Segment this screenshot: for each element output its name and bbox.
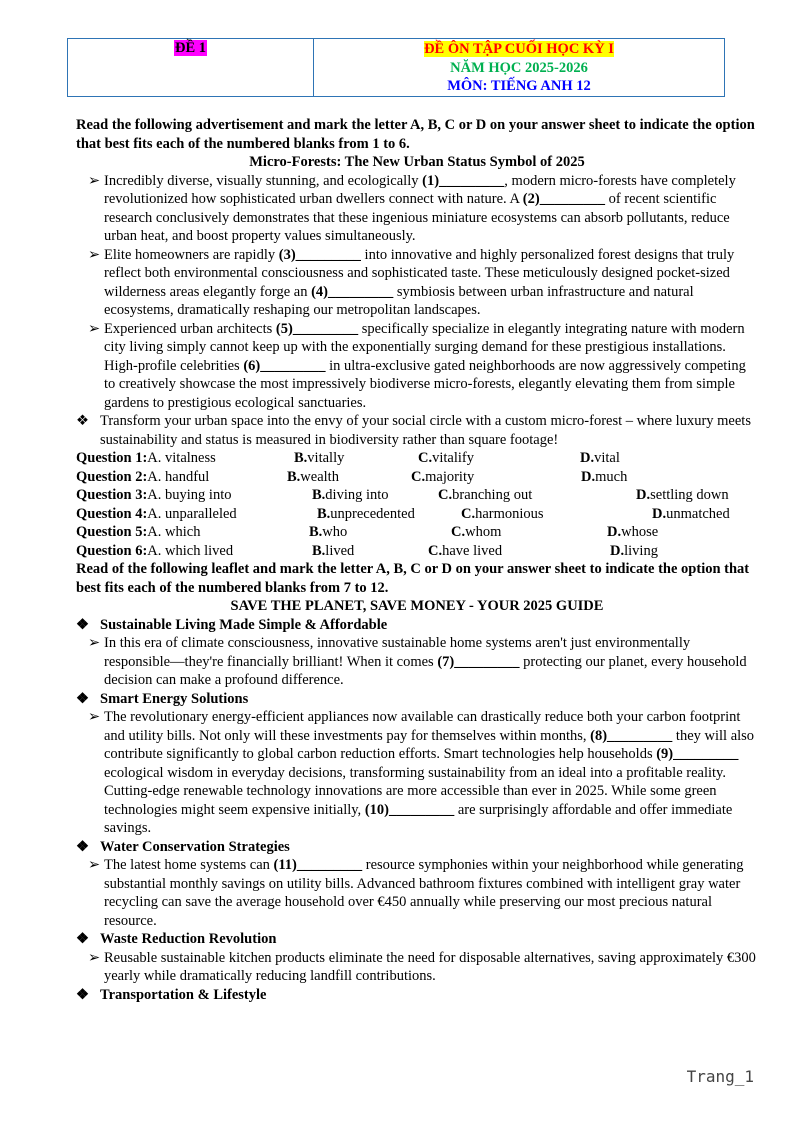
arrow-bullet-icon: ➢	[88, 635, 101, 651]
section1-instruction: Read the following advertisement and mark the letter A, B, C or D on your answer sheet to indicate the option that best fits each of the numbered blanks from 1 to 6.	[76, 117, 755, 152]
section1-paragraph-1: ➢ Incredibly diverse, visually stunning, and ecologically (1)_________, modern micro-forests have completely revolutionized how sophisticated urban dwellers connect with nature. A (2)_________ of recent scientific research conclusively demonstrates that these ingenious miniature ecosystems can absorb pollutants, reduce urban heat, and boost property values simultaneously.	[88, 172, 736, 244]
section1-paragraph-4: ❖ Transform your urban space into the envy of your social circle with a custom micro-forest – where luxury meets sustainability and status is measured in biodiversity rather than square footage!	[76, 413, 751, 448]
section1-paragraph-2: ➢ Elite homeowners are rapidly (3)_________ into innovative and highly personalized forest designs that truly reflect both environmental consciousness and sophisticated taste. These meticulously designed pocket-sized wilderness areas elegantly forge an (4)_________ symbiosis between urban infrastructure and natural ecosystems, dramatically reshaping our metropolitan landscapes.	[88, 246, 735, 318]
section2-heading-1: ❖ Sustainable Living Made Simple & Affordable	[76, 616, 388, 633]
header-table	[67, 38, 725, 97]
diamond-bullet-icon: ❖	[76, 616, 89, 633]
exam-title-cell	[314, 39, 724, 96]
arrow-bullet-icon: ➢	[88, 949, 101, 966]
question-row: Question 2:A. handful B.wealth C.majority D.much	[76, 468, 628, 485]
arrow-bullet-icon: ➢	[88, 172, 101, 189]
section2-heading-3: ❖ Water Conservation Strategies	[76, 838, 290, 855]
arrow-bullet-icon: ➢	[88, 246, 101, 263]
exam-code: ĐỀ 1	[174, 40, 207, 56]
section2-heading-2: ❖ Smart Energy Solutions	[76, 690, 249, 707]
questions-1-6	[76, 449, 758, 560]
document-body	[76, 116, 758, 1004]
diamond-bullet-icon: ❖	[76, 838, 89, 855]
section2-title: SAVE THE PLANET, SAVE MONEY - YOUR 2025 GUIDE	[230, 598, 604, 614]
section2-paragraph-3: ➢ The latest home systems can (11)_________ resource symphonies within your neighborhood while generating substantial monthly savings on utility bills. Advanced bathroom fixtures combined with intelligent gray water recycling can save the average household over €450 annually while preserving our most precious natural resource.	[88, 857, 744, 929]
arrow-bullet-icon: ➢	[88, 709, 101, 725]
diamond-bullet-icon: ❖	[76, 986, 89, 1003]
question-row: Question 1:A. vitalness B.vitally C.vitalify D.vital	[76, 450, 620, 466]
exam-code-cell	[68, 39, 314, 96]
arrow-bullet-icon: ➢	[88, 857, 101, 873]
question-row: Question 5:A. which B.who C.whom D.whose	[76, 524, 659, 540]
subject: MÔN: TIẾNG ANH 12	[447, 78, 591, 94]
section2-paragraph-2: ➢ The revolutionary energy-efficient appliances now available can drastically reduce both your carbon footprint and utility bills. Not only will these investments pay for themselves within months, (8)_________ they will also contribute significantly to global carbon reduction efforts. Smart technologies help households (9)_________ ecological wisdom in everyday decisions, transforming sustainability from an ideal into a profitable reality. Cutting-edge renewable technology innovations are more accessible than ever in 2025. While some green technologies might seem expensive initially, (10)_________ are surprisingly affordable and offer immediate savings.	[88, 709, 755, 836]
page-number: Trang_1	[686, 1067, 754, 1086]
arrow-bullet-icon: ➢	[88, 320, 101, 337]
diamond-bullet-icon: ❖	[76, 413, 89, 429]
question-row: Question 6:A. which lived B.lived C.have lived D.living	[76, 542, 658, 559]
question-row: Question 4:A. unparalleled B.unprecedented C.harmonious D.unmatched	[76, 505, 730, 522]
section2-paragraph-1: ➢ In this era of climate consciousness, innovative sustainable home systems aren't just environmentally responsible—they're financially brilliant! When it comes (7)_________ protecting our planet, every household decision can make a profound difference.	[88, 635, 747, 688]
school-year: NĂM HỌC 2025-2026	[450, 59, 588, 76]
diamond-bullet-icon: ❖	[76, 690, 89, 707]
section2-heading-4: ❖ Waste Reduction Revolution	[76, 931, 277, 947]
section2-instruction: Read of the following leaflet and mark the letter A, B, C or D on your answer sheet to indicate the option that best fits each of the numbered blanks from 7 to 12.	[76, 561, 750, 596]
section2-heading-5: ❖ Transportation & Lifestyle	[76, 986, 267, 1003]
diamond-bullet-icon: ❖	[76, 931, 89, 947]
section1-title: Micro-Forests: The New Urban Status Symbol of 2025	[249, 154, 585, 170]
section2-paragraph-4: ➢ Reusable sustainable kitchen products eliminate the need for disposable alternatives, saving approximately €300 yearly while dramatically reducing landfill contributions.	[88, 949, 756, 984]
section1-paragraph-3: ➢ Experienced urban architects (5)_________ specifically specialize in elegantly integrating nature with modern city living simply cannot keep up with the exponentially surging demand for these prestigious installations. High-profile celebrities (6)_________ in ultra-exclusive gated neighborhoods are now aggressively competing to creatively showcase the most impressively biodiverse micro-forests, elegantly elevating them from simple gardens to prestigious ecological sanctuaries.	[88, 320, 746, 411]
exam-title: ĐỀ ÔN TẬP CUỐI HỌC KỲ I	[424, 41, 614, 57]
question-row: Question 3:A. buying into B.diving into C.branching out D.settling down	[76, 487, 729, 503]
